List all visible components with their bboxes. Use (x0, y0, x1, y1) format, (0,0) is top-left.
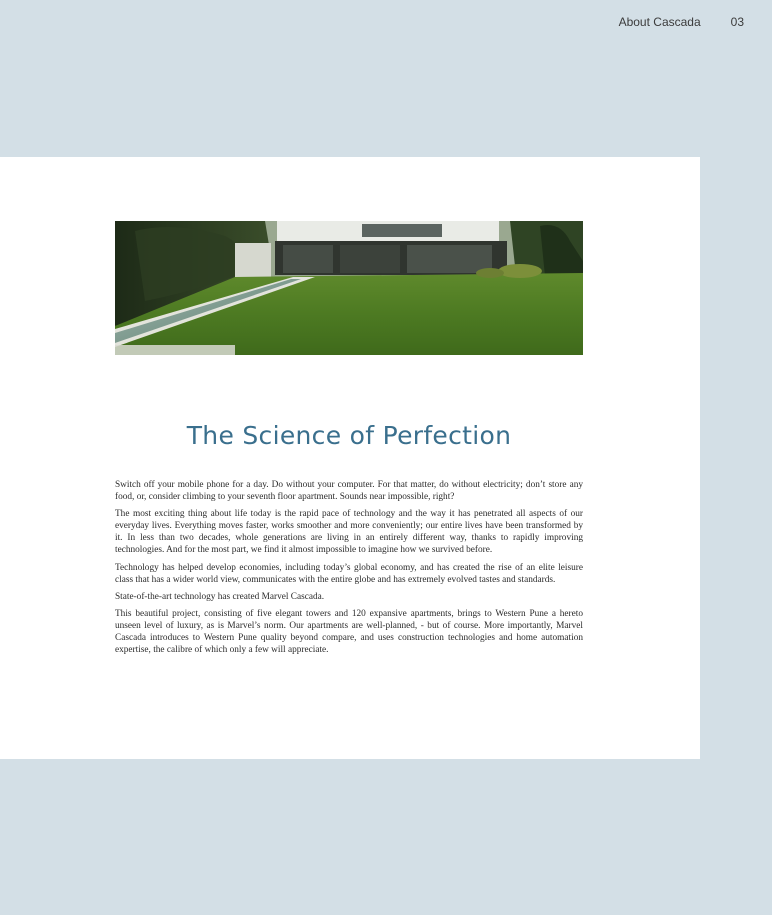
content-panel (0, 157, 700, 759)
article-body (115, 479, 583, 661)
house-pool-photo (115, 221, 583, 355)
paragraph: State-of-the-art technology has created Marvel Cascada. (115, 591, 325, 602)
paragraph: Technology has helped develop economies, including today’s global economy, and has created the rise of an elite leisure class that has a wider world view, communicates with the entire globe and has extremely evolved tastes and standards. (115, 562, 583, 585)
section-label: About Cascada (618, 15, 701, 29)
paragraph: This beautiful project, consisting of five elegant towers and 120 expansive apartments, brings to Western Pune a hereto unseen level of luxury, as is Marvel’s norm. Our apartments are well-planned, - but of course. More importantly, Marvel Cascada introduces to Western Pune quality beyond compare, and uses construction technologies and home automation expertise, the calibre of which only a few will appreciate. (115, 608, 583, 656)
hero-image (115, 221, 583, 355)
paragraph: Switch off your mobile phone for a day. Do without your computer. For that matter, do without electricity; don’t store any food, or, consider climbing to your seventh floor apartment. Sounds near impossible, right? (115, 480, 583, 503)
page-number: 03 (730, 15, 744, 29)
article-title: The Science of Perfection (186, 421, 512, 450)
paragraph: The most exciting thing about life today is the rapid pace of technology and the way it has penetrated all aspects of our everyday lives. Everything moves faster, works smoother and more conveniently; our entire lives have been transformed by it. In less than two decades, whole generations are living in an entirely different way, thanks to rapidly improving technologies. And for the most part, we find it almost impossible to imagine how we survived before. (115, 509, 583, 556)
running-head (619, 15, 744, 29)
